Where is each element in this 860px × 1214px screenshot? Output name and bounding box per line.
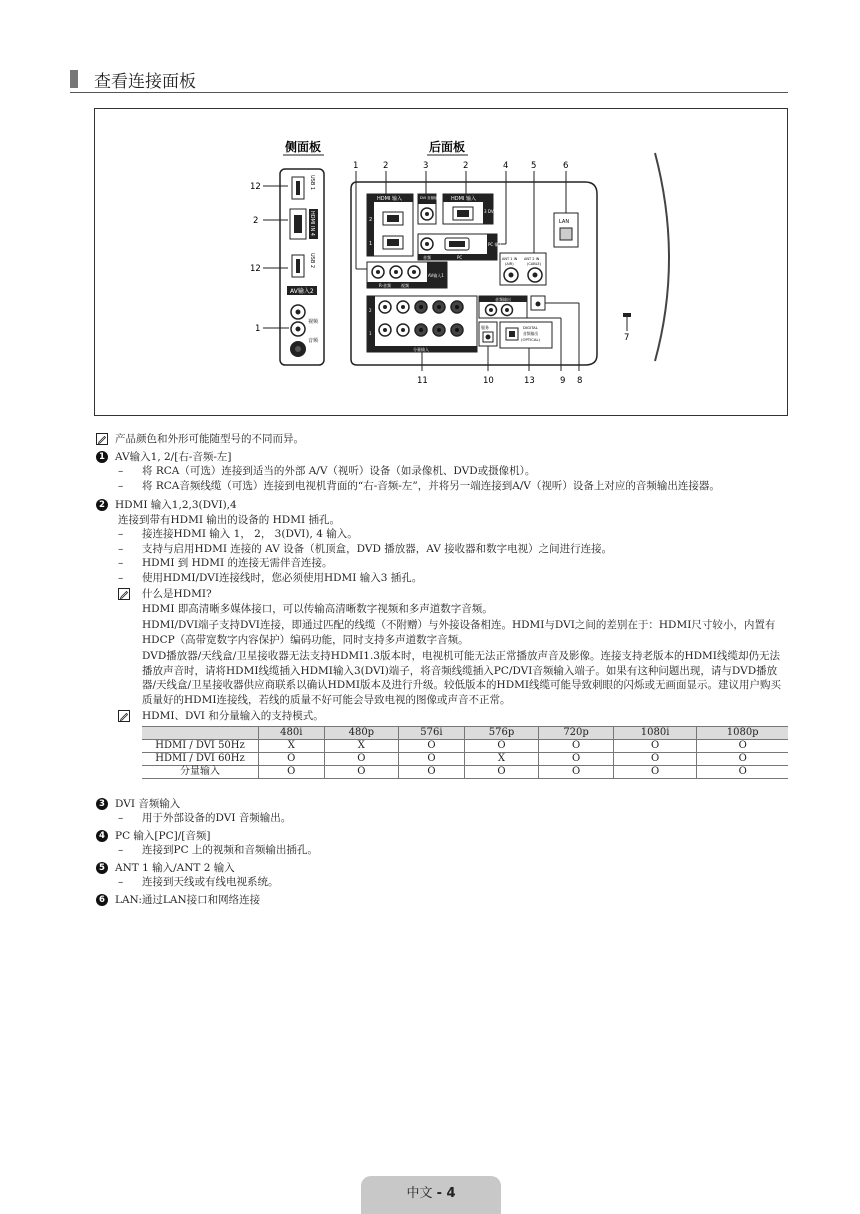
rear-panel-title: 后面板 <box>429 140 466 154</box>
ant2-label: ANT 2 IN <box>524 257 540 261</box>
list-item: – 将 RCA（可选）连接到适当的外部 A/V（视听）设备（如录像机、DVD或摄像机）。 <box>96 464 790 479</box>
callout-top-1: 1 <box>353 161 359 171</box>
section-3-title: DVI 音频输入 <box>115 797 181 810</box>
callout-bottom-11: 11 <box>417 376 428 386</box>
table-header-row <box>142 726 788 739</box>
table-header: 1080i <box>613 726 696 739</box>
table-header: 480p <box>324 726 399 739</box>
service-label: 服务 <box>481 325 489 330</box>
table-header: 1080p <box>697 726 788 739</box>
section-5 <box>96 861 790 876</box>
paragraph: HDMI 即高清晰多媒体接口，可以传输高清晰数字视频和多声道数字音频。 <box>142 602 493 615</box>
section-3 <box>96 797 790 812</box>
digital-label-2: 音频输出 <box>523 331 539 336</box>
content-body <box>96 432 790 907</box>
table-cell: O <box>697 752 788 765</box>
footer-lang: 中文 <box>406 1186 433 1201</box>
list-item: – 使用HDMI/DVI连接线时，您必须使用HDMI 输入3 插孔。 <box>96 571 790 586</box>
number-badge: 2 <box>96 499 108 511</box>
table-cell: 分量输入 <box>142 765 259 778</box>
digital-label-3: (OPTICAL) <box>521 337 541 342</box>
section-6-title: LAN:通过LAN接口和网络连接 <box>115 893 261 906</box>
connection-panel-figure <box>94 108 788 416</box>
callout-bottom-8: 8 <box>577 376 583 386</box>
table-cell: O <box>324 752 399 765</box>
callout-bottom-10: 10 <box>483 376 494 386</box>
hdmi-1-num: 1 <box>369 241 373 247</box>
number-badge: 5 <box>96 862 108 874</box>
page-number: - 4 <box>436 1186 456 1201</box>
table-cell: O <box>539 739 614 752</box>
callout-bottom-13: 13 <box>524 376 535 386</box>
headphone-jack <box>536 302 541 307</box>
table-cell: O <box>259 752 325 765</box>
table-cell: O <box>697 765 788 778</box>
note-icon <box>96 433 108 445</box>
usb1-label: USB 1 <box>309 175 315 191</box>
list-item: – 用于外部设备的DVI 音频输出。 <box>96 811 790 826</box>
callout-top-3: 3 <box>423 161 429 171</box>
callout-12a: 12 <box>250 182 261 192</box>
list-item: – HDMI 到 HDMI 的连接无需伴音连接。 <box>96 556 790 571</box>
ant1-label: ANT 1 IN <box>502 257 518 261</box>
usb2-label: USB 2 <box>309 253 315 269</box>
callout-7: 7 <box>624 333 630 343</box>
table-cell: O <box>697 739 788 752</box>
pc-audio-label: 音频 <box>423 255 431 260</box>
pc-label: PC <box>457 255 463 260</box>
side-av-label: AV输入2 <box>290 288 314 295</box>
table-header: 720p <box>539 726 614 739</box>
callout-top-4: 4 <box>503 161 509 171</box>
supported-modes-table <box>142 726 788 779</box>
table-cell: O <box>539 752 614 765</box>
table-header: 480i <box>259 726 325 739</box>
number-badge: 4 <box>96 830 108 842</box>
table-cell: X <box>324 739 399 752</box>
table-row <box>142 739 788 752</box>
section-4 <box>96 829 790 844</box>
side-panel-title: 侧面板 <box>285 140 322 154</box>
indicator-7 <box>623 313 631 317</box>
page-footer <box>361 1176 501 1214</box>
component-2-num: 2 <box>369 308 372 313</box>
audio-out-label: 音频输出 <box>495 297 511 302</box>
table-cell: O <box>399 752 465 765</box>
panel-diagram <box>95 109 789 417</box>
av-video-label: 视频 <box>401 283 409 288</box>
tv-edge-curve <box>655 153 669 361</box>
table-cell: HDMI / DVI 50Hz <box>142 739 259 752</box>
section-5-title: ANT 1 输入/ANT 2 输入 <box>115 861 235 874</box>
table-cell: O <box>399 739 465 752</box>
table-cell: O <box>324 765 399 778</box>
table-note: HDMI、DVI 和分量输入的支持模式。 <box>96 709 790 724</box>
av-r-label: R-音频 <box>379 283 392 288</box>
table-cell: O <box>464 765 539 778</box>
number-badge: 3 <box>96 798 108 810</box>
section-6 <box>96 893 790 908</box>
callout-top-2a: 2 <box>383 161 389 171</box>
section-1-title: AV输入1, 2/[右-音频-左] <box>115 450 232 463</box>
table-row <box>142 765 788 778</box>
table-cell: O <box>613 739 696 752</box>
digital-label-1: DIGITAL <box>523 325 538 330</box>
paragraph: DVD播放器/天线盒/卫星接收器无法支持HDMI1.3版本时，电视机可能无法正常播放声音及影像。连接支持老版本的HDMI线缆却仍无法播放声音时，请将HDMI线缆插入HDMI输入3(DVI)端子，将音频线缆插入PC/DVI音频输入端子。如果有这种问题出现，请与DVD播放器/天线盒/卫星接收器供应商联系以确认HDMI版本及进行升级。较低版本的HDMI线缆可能导致刺眼的闪烁或无画面显示。建议用户购买质量好的HDMI连接线，若线的质量不好可能会导致电视的图像或声音不正常。 <box>142 650 782 706</box>
callout-bottom-9: 9 <box>560 376 566 386</box>
hdmi-in-label: HDMI 输入 <box>377 196 402 202</box>
note-icon <box>118 588 130 600</box>
callout-top-6: 6 <box>563 161 569 171</box>
table-cell: O <box>399 765 465 778</box>
lan-label: LAN <box>559 219 570 225</box>
side-audio-label: 音频 <box>308 338 319 344</box>
table-header <box>142 726 259 739</box>
note-icon <box>118 710 130 722</box>
callout-top-5: 5 <box>531 161 537 171</box>
list-item: – 支持与启用HDMI 连接的 AV 设备（机顶盒，DVD 播放器，AV 接收器和数字电视）之间进行连接。 <box>96 542 790 557</box>
paragraph: HDMI/DVI端子支持DVI连接，即通过匹配的线缆（不附赠）与外接设备相连。HDMI与DVI之间的差别在于：HDMI尺寸较小，内置有HDCP（高带宽数字内容保护）编码功能，同时支持多声道数字音频。 <box>142 619 776 646</box>
table-row <box>142 752 788 765</box>
table-cell: O <box>613 765 696 778</box>
dvi-audio-label: DVI 音频输入 <box>420 196 442 200</box>
section-header <box>70 66 788 93</box>
callout-1-side: 1 <box>255 324 261 334</box>
table-cell: X <box>259 739 325 752</box>
number-badge: 1 <box>96 451 108 463</box>
table-cell: X <box>464 752 539 765</box>
ant1-sub-label: (AIR) <box>505 262 514 266</box>
hdmi-note: 什么是HDMI? <box>96 587 790 602</box>
lan-port <box>560 228 572 240</box>
table-cell: O <box>539 765 614 778</box>
table-cell: O <box>464 739 539 752</box>
table-cell: O <box>613 752 696 765</box>
number-badge: 6 <box>96 894 108 906</box>
hdmi-2-num: 2 <box>369 217 373 223</box>
ant2-sub-label: (CABLE) <box>527 262 542 266</box>
component-label: 分量输入 <box>413 347 429 352</box>
list-item: – 接连接HDMI 输入 1， 2， 3(DVI), 4 输入。 <box>96 527 790 542</box>
av-in-1-label: AV输入1 <box>428 273 444 278</box>
table-header: 576i <box>399 726 465 739</box>
hdmi-dvi-label: 3 DVI <box>484 209 495 214</box>
section-1 <box>96 450 790 465</box>
pc-in-label: PC 输入 <box>488 242 503 247</box>
callout-12b: 12 <box>250 264 261 274</box>
page-title: 查看连接面板 <box>94 72 196 92</box>
table-header: 576p <box>464 726 539 739</box>
callout-2-side: 2 <box>253 216 259 226</box>
component-1-num: 1 <box>369 331 372 336</box>
list-item: – 连接到PC 上的视频和音频输出插孔。 <box>96 843 790 858</box>
table-cell: O <box>259 765 325 778</box>
callout-top-2b: 2 <box>463 161 469 171</box>
side-video-label: 视频 <box>308 319 319 325</box>
note-general: 产品颜色和外形可能随型号的不同而异。 <box>96 432 790 447</box>
section-2-title: HDMI 输入1,2,3(DVI),4 <box>115 499 237 511</box>
side-hdmi-label: HDMI IN 4 <box>309 211 315 236</box>
list-item: – 将 RCA音频线缆（可选）连接到电视机背面的“右-音频-左”，并将另一端连接到A/V（视听）设备上对应的音频输出连接器。 <box>96 479 790 494</box>
section-2-intro: 连接到带有HDMI 输出的设备的 HDMI 插孔。 <box>118 513 340 526</box>
section-4-title: PC 输入[PC]/[音频] <box>115 829 211 842</box>
section-2 <box>96 498 790 513</box>
header-bar <box>70 70 78 88</box>
hdmi-in-dvi-label: HDMI 输入 <box>451 196 476 202</box>
list-item: – 连接到天线或有线电视系统。 <box>96 875 790 890</box>
table-cell: HDMI / DVI 60Hz <box>142 752 259 765</box>
